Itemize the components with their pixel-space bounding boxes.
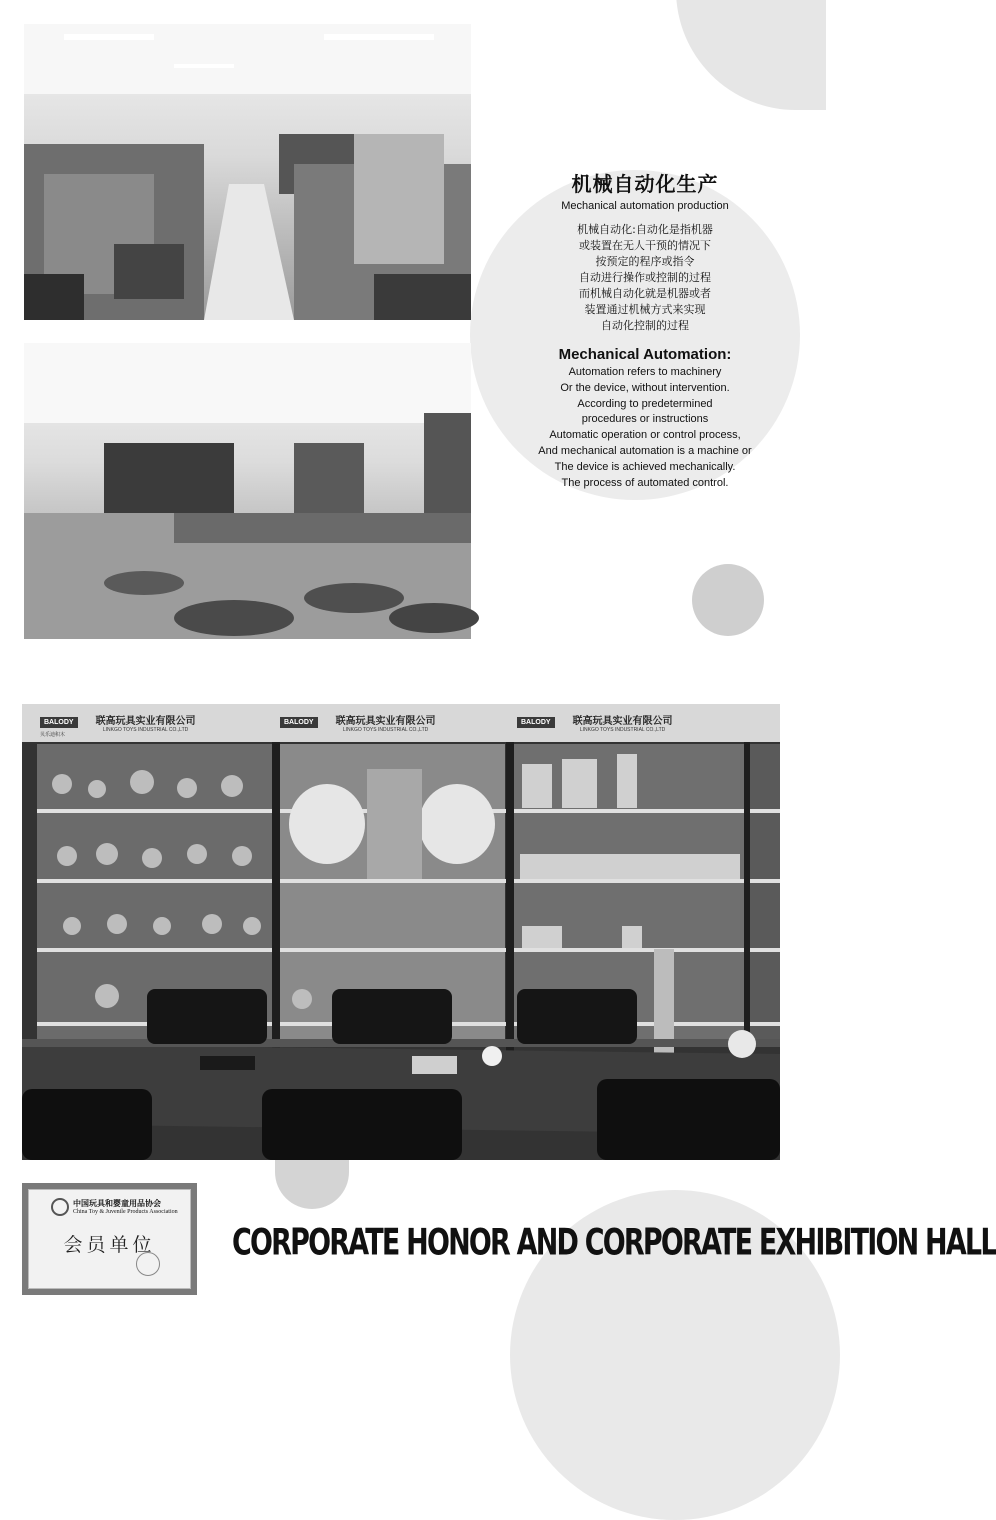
sign-company: 联高玩具实业有限公司	[572, 716, 673, 727]
zh-line: 或装置在无人干预的情况下	[579, 239, 711, 252]
en-line: The device is achieved mechanically.	[554, 460, 736, 473]
sign-company-en: LINKGO TOYS INDUSTRIAL CO.,LTD	[102, 727, 189, 733]
showroom-sign-2	[280, 712, 436, 733]
en-line: According to predetermined	[577, 397, 713, 410]
certificate-main-text: 会员单位	[63, 1234, 156, 1256]
en-line: Automatic operation or control process,	[549, 429, 741, 442]
en-line: And mechanical automation is a machine or	[538, 444, 752, 457]
honor-title: CORPORATE HONOR AND CORPORATE EXHIBITION HALL	[232, 1222, 996, 1264]
sign-brand-box	[280, 717, 318, 728]
seal-icon	[136, 1252, 160, 1276]
zh-line: 机械自动化:自动化是指机器	[577, 223, 713, 236]
sign-brand: BALODY	[521, 719, 551, 726]
association-logo-icon	[51, 1198, 69, 1216]
sign-brand-box	[517, 717, 555, 728]
sign-company-box	[573, 712, 673, 733]
zh-line: 自动进行操作或控制的过程	[579, 271, 711, 284]
showroom-sign-3	[517, 712, 673, 733]
factory-photo-middle	[24, 343, 471, 639]
sign-company-box	[336, 712, 436, 733]
zh-line: 自动化控制的过程	[601, 319, 689, 332]
sign-brand-box	[40, 717, 78, 728]
sign-company: 联高玩具实业有限公司	[335, 716, 436, 727]
automation-zh-paragraph	[515, 222, 775, 334]
zh-line: 按预定的程序或指令	[595, 255, 695, 268]
en-line: Or the device, without intervention.	[560, 381, 730, 394]
en-line: The process of automated control.	[561, 476, 729, 489]
automation-text-block	[515, 168, 775, 491]
membership-certificate	[22, 1183, 197, 1295]
sign-company-en: LINKGO TOYS INDUSTRIAL CO.,LTD	[342, 727, 429, 733]
certificate-org-en: China Toy & Juvenile Products Association	[73, 1209, 178, 1215]
showroom-sign-1	[40, 712, 196, 733]
deco-circle-small-right	[692, 564, 764, 636]
showroom-photo	[22, 704, 780, 1160]
automation-en-subtitle: Mechanical automation production	[561, 200, 729, 212]
factory-photo-top	[24, 24, 471, 320]
automation-en-title: Mechanical Automation:	[558, 346, 732, 363]
zh-line: 装置通过机械方式来实现	[584, 303, 706, 316]
sign-brand: BALODY	[44, 719, 74, 726]
certificate-org: 中国玩具和婴童用品协会	[73, 1198, 161, 1208]
sign-company: 联高玩具实业有限公司	[95, 716, 196, 727]
sign-company-box	[96, 712, 196, 733]
zh-line: 而机械自动化就是机器或者	[579, 287, 711, 300]
en-line: procedures or instructions	[581, 413, 709, 426]
automation-zh-title: 机械自动化生产	[571, 172, 719, 196]
sign-brand: BALODY	[284, 719, 314, 726]
en-line: Automation refers to machinery	[568, 366, 722, 378]
certificate-panel	[28, 1189, 191, 1289]
sign-brand-sub: 贝乐迪积木	[40, 732, 66, 738]
sign-company-en: LINKGO TOYS INDUSTRIAL CO.,LTD	[579, 727, 666, 733]
deco-circle-top-right	[676, 0, 826, 110]
automation-en-paragraph	[515, 365, 775, 491]
